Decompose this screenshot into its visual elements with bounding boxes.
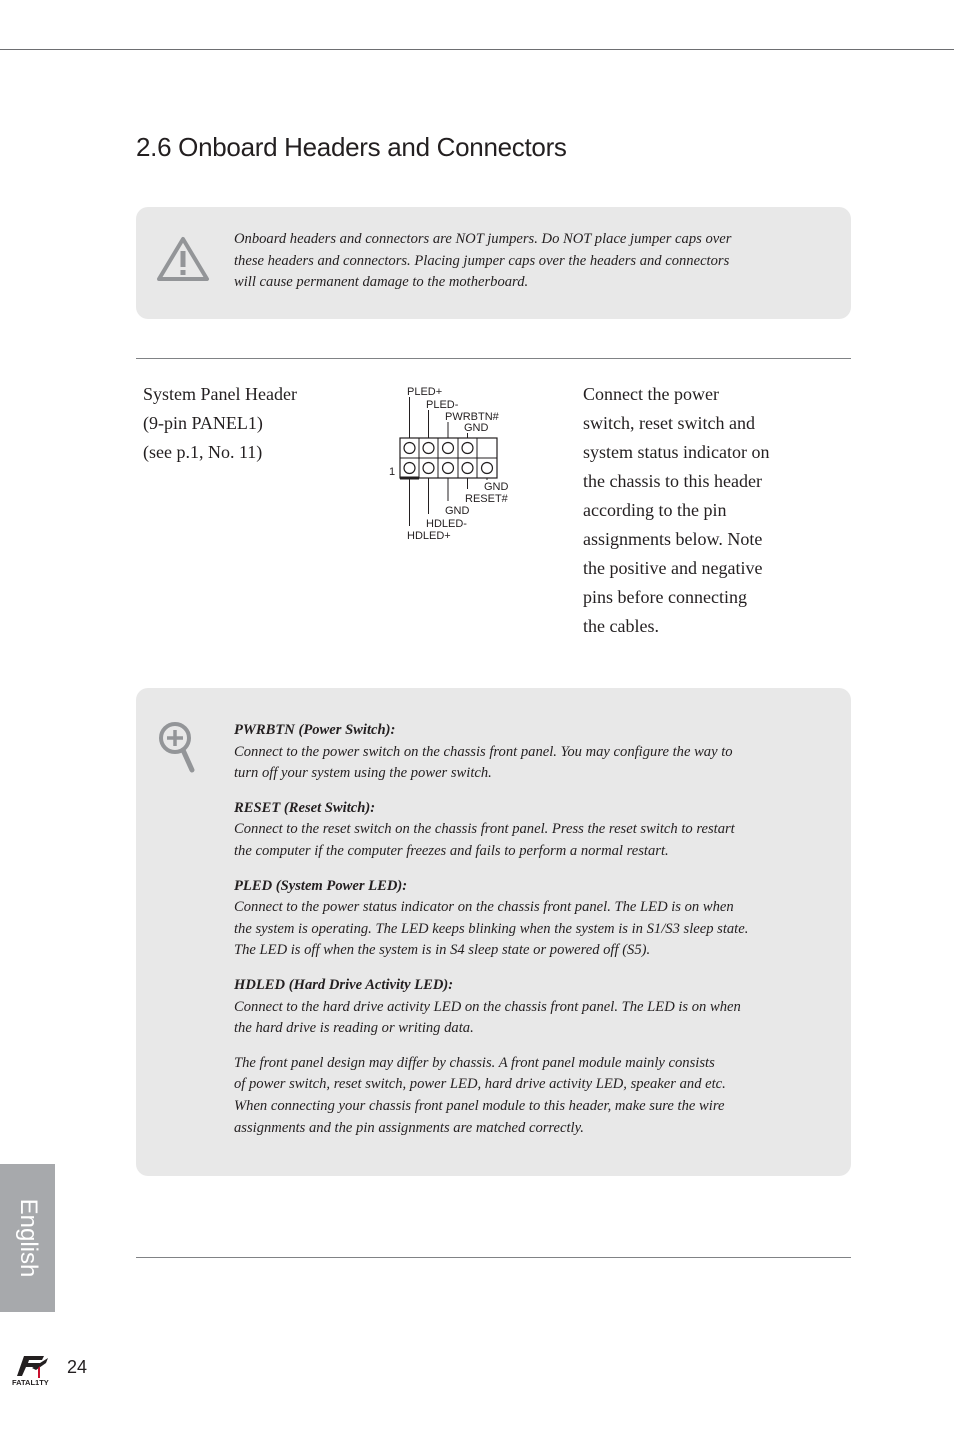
label-gnd-top: GND — [464, 422, 489, 434]
pin-gnd-top — [462, 443, 473, 454]
note-line: the hard drive is reading or writing data. — [234, 1020, 474, 1037]
language-label: English — [14, 1198, 42, 1278]
note-hdled — [234, 975, 794, 1040]
header-name-line: (9-pin PANEL1) — [143, 413, 263, 433]
label-pled-minus: PLED- — [426, 399, 459, 411]
description-line: system status indicator on — [583, 442, 770, 462]
note-line: Connect to the reset switch on the chassis front panel. Press the reset switch to restart — [234, 821, 735, 838]
pin-reset — [462, 463, 473, 474]
page-number: 24 — [67, 1357, 88, 1377]
note-title: RESET (Reset Switch): — [234, 799, 376, 816]
language-tab — [0, 1164, 55, 1312]
section-rule-bottom — [136, 1257, 851, 1258]
pin-pwrbtn — [443, 443, 454, 454]
note-content — [234, 720, 794, 1152]
logo-text: FATAL1TY — [12, 1378, 49, 1387]
note-line: Connect to the power switch on the chassis front panel. You may configure the way to — [234, 743, 733, 760]
note-pled — [234, 876, 794, 962]
caution-line: Onboard headers and connectors are NOT jumpers. Do NOT place jumper caps over — [234, 231, 732, 247]
note-general — [234, 1053, 794, 1139]
note-line: The front panel design may differ by chassis. A front panel module mainly consists — [234, 1054, 715, 1071]
note-line: the computer if the computer freezes and fails to perform a normal restart. — [234, 842, 669, 859]
pin-pled-plus — [404, 443, 415, 454]
pin-pled-minus — [423, 443, 434, 454]
header-name-line: (see p.1, No. 11) — [143, 442, 263, 462]
magnifier-plus-icon — [156, 720, 200, 774]
label-gnd-bottom: GND — [445, 505, 470, 517]
note-line: the system is operating. The LED keeps blinking when the system is in S1/S3 sleep state. — [234, 920, 749, 937]
description-line: according to the pin — [583, 500, 727, 520]
description-line: the chassis to this header — [583, 471, 762, 491]
note-title: HDLED (Hard Drive Activity LED): — [234, 976, 454, 993]
top-rule — [0, 49, 954, 50]
description-line: assignments below. Note — [583, 529, 763, 549]
pin-hdled-plus — [404, 463, 415, 474]
note-line: When connecting your chassis front panel module to this header, make sure the wire — [234, 1097, 725, 1114]
pin-gnd-bottom — [443, 463, 454, 474]
note-line: Connect to the power status indicator on the chassis front panel. The LED is on when — [234, 899, 734, 916]
description-line: pins before connecting — [583, 587, 747, 607]
caution-line: these headers and connectors. Placing jumper caps over the headers and connectors — [234, 252, 730, 269]
note-line: Connect to the hard drive activity LED on the chassis front panel. The LED is on when — [234, 998, 741, 1015]
panel1-pin-diagram — [385, 383, 525, 548]
header-description — [583, 380, 813, 641]
note-title: PWRBTN (Power Switch): — [234, 722, 396, 738]
note-reset — [234, 798, 794, 863]
pin-hdled-minus — [423, 463, 434, 474]
note-box — [136, 688, 851, 1176]
label-pled-plus: PLED+ — [407, 386, 443, 398]
label-hdled-plus: HDLED+ — [407, 530, 451, 542]
note-pwrbtn — [234, 720, 794, 785]
label-pwrbtn: PWRBTN# — [445, 411, 499, 423]
description-line: the positive and negative — [583, 558, 763, 578]
label-gnd-right: GND — [484, 481, 509, 493]
description-line: the cables. — [583, 616, 659, 636]
caution-text — [234, 229, 794, 294]
description-line: Connect the power — [583, 384, 719, 404]
description-line: switch, reset switch and — [583, 413, 755, 433]
note-line: turn off your system using the power switch. — [234, 765, 492, 782]
warning-triangle-icon — [156, 235, 210, 283]
label-pin1: 1 — [389, 466, 396, 478]
note-line: assignments and the pin assignments are matched correctly. — [234, 1119, 584, 1136]
label-reset: RESET# — [465, 493, 508, 505]
section-rule-top — [136, 358, 851, 359]
section-title: 2.6 Onboard Headers and Connectors — [136, 132, 567, 162]
fatal1ty-logo — [12, 1354, 62, 1388]
pin-gnd-right — [482, 463, 493, 474]
caution-box — [136, 207, 851, 319]
note-line: of power switch, reset switch, power LED, hard drive activity LED, speaker and etc. — [234, 1076, 726, 1093]
caution-line: will cause permanent damage to the motherboard. — [234, 274, 529, 291]
note-line: The LED is off when the system is in S4 sleep state or powered off (S5). — [234, 942, 651, 959]
note-title: PLED (System Power LED): — [234, 877, 408, 894]
header-name — [143, 380, 297, 467]
header-name-line: System Panel Header — [143, 384, 297, 404]
label-hdled-minus: HDLED- — [426, 518, 467, 530]
